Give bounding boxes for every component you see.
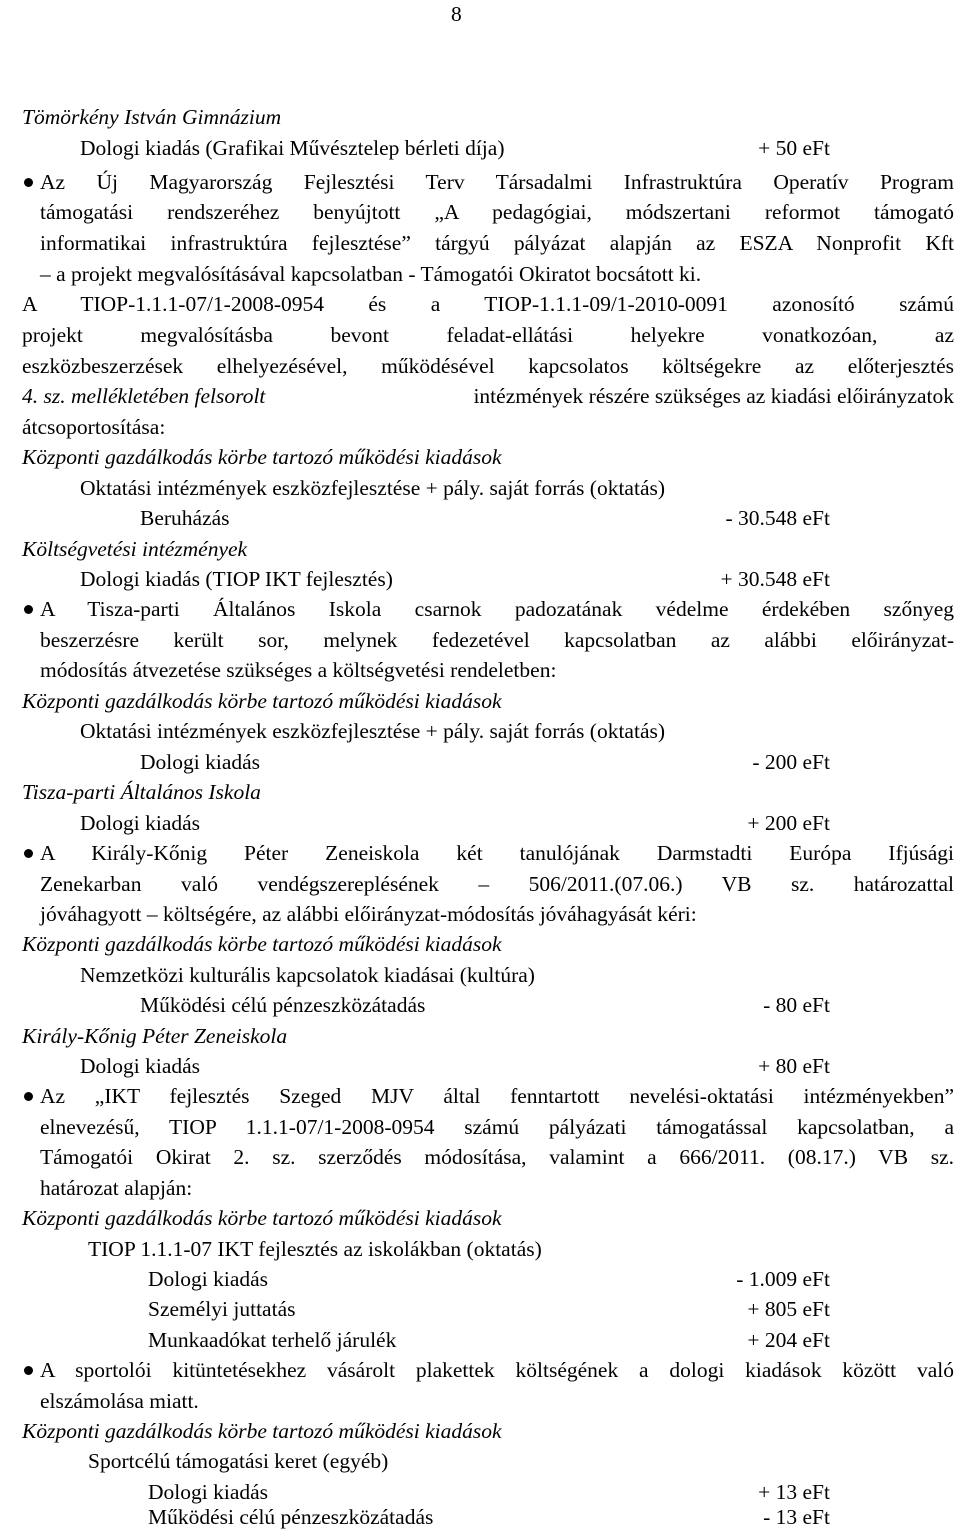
row-amount: - 80 eFt (763, 993, 830, 1017)
row-label: Munkaadókat terhelő járulék (148, 1328, 397, 1352)
institution-heading: Király-Kőnig Péter Zeneiskola (22, 1024, 288, 1048)
paragraph-line: A Király-Kőnig Péter Zeneiskola két tanulójának Darmstadti Európa Ifjúsági (40, 841, 954, 865)
row-amount: + 30.548 eFt (720, 567, 830, 591)
paragraph-line: informatikai infrastruktúra fejlesztése” tárgyú pályázat alapján az ESZA Nonprofit Kft (40, 231, 954, 255)
institution-heading: Tömörkény István Gimnázium (22, 105, 282, 129)
central-heading: Központi gazdálkodás körbe tartozó működési kiadások (22, 689, 502, 713)
paragraph-line: elnevezésű, TIOP 1.1.1-07/1-2008-0954 számú pályázati támogatással kapcsolatban, a (40, 1115, 954, 1139)
paragraph-line: Támogatói Okirat 2. sz. szerződés módosítása, valamint a 666/2011. (08.17.) VB sz. (40, 1145, 954, 1169)
item-label: Dologi kiadás (Grafikai Művésztelep bérleti díja) (80, 136, 505, 160)
appendix-reference: 4. sz. mellékletében felsorolt (22, 384, 266, 408)
paragraph-line: módosítás átvezetése szükséges a költségvetési rendeletben: (40, 658, 557, 682)
row-label: Dologi kiadás (148, 1480, 269, 1504)
institution-heading: Költségvetési intézmények (22, 537, 248, 561)
row-label: Beruházás (140, 506, 230, 530)
paragraph-line: elszámolása miatt. (40, 1389, 199, 1413)
paragraph-line: Az „IKT fejlesztés Szeged MJV által fenntartott nevelési-oktatási intézményekben” (40, 1084, 954, 1108)
paragraph-line: Zenekarban való vendégszereplésének – 506/2011.(07.06.) VB sz. határozattal (40, 872, 954, 896)
row-label: Működési célú pénzeszközátadás (148, 1505, 434, 1529)
paragraph-line-rest: intézmények részére szükséges az kiadási előirányzatok (473, 384, 954, 408)
row-label: Dologi kiadás (140, 750, 261, 774)
row-amount: - 200 eFt (752, 750, 830, 774)
paragraph-line: A sportolói kitüntetésekhez vásárolt plakettek költségének a dologi kiadások között való (40, 1358, 954, 1382)
page-number: 8 (451, 2, 462, 26)
paragraph-line: – a projekt megvalósításával kapcsolatban - Támogatói Okiratot bocsátott ki. (40, 262, 702, 286)
paragraph-line (22, 382, 954, 410)
row-amount: + 805 eFt (747, 1297, 830, 1321)
sub-heading: Oktatási intézmények eszközfejlesztése + pály. saját forrás (oktatás) (80, 476, 666, 500)
central-heading: Központi gazdálkodás körbe tartozó működési kiadások (22, 932, 502, 956)
sub-heading: Oktatási intézmények eszközfejlesztése + pály. saját forrás (oktatás) (80, 719, 666, 743)
central-heading: Központi gazdálkodás körbe tartozó működési kiadások (22, 1419, 502, 1443)
sub-heading: Sportcélú támogatási keret (egyéb) (88, 1449, 389, 1473)
paragraph-line: A Tisza-parti Általános Iskola csarnok padozatának védelme érdekében szőnyeg (40, 597, 954, 621)
row-label: Dologi kiadás (TIOP IKT fejlesztés) (80, 567, 393, 591)
paragraph-line: A TIOP-1.1.1-07/1-2008-0954 és a TIOP-1.1.1-09/1-2010-0091 azonosító számú (22, 292, 954, 316)
paragraph-line: támogatási rendszeréhez benyújtott „A pedagógiai, módszertani reformot támogató (40, 200, 954, 224)
row-label: Működési célú pénzeszközátadás (140, 993, 426, 1017)
paragraph-line: projekt megvalósításba bevont feladat-ellátási helyekre vonatkozóan, az (22, 323, 954, 347)
paragraph-line: beszerzésre került sor, melynek fedezetével kapcsolatban az alábbi előirányzat- (40, 628, 954, 652)
sub-heading: Nemzetközi kulturális kapcsolatok kiadásai (kultúra) (80, 963, 535, 987)
row-label: Dologi kiadás (148, 1267, 269, 1291)
row-label: Dologi kiadás (80, 1054, 201, 1078)
institution-heading: Tisza-parti Általános Iskola (22, 780, 261, 804)
paragraph-line: Az Új Magyarország Fejlesztési Terv Társadalmi Infrastruktúra Operatív Program (40, 170, 954, 194)
row-amount: + 13 eFt (758, 1480, 830, 1504)
bullet-icon (24, 849, 33, 858)
row-amount: - 13 eFt (763, 1505, 830, 1529)
bullet-icon (24, 178, 33, 187)
bullet-icon (24, 605, 33, 614)
paragraph-line: átcsoportosítása: (22, 415, 166, 439)
sub-heading: TIOP 1.1.1-07 IKT fejlesztés az iskolákban (oktatás) (88, 1237, 542, 1261)
row-amount: + 80 eFt (758, 1054, 830, 1078)
row-amount: + 204 eFt (747, 1328, 830, 1352)
paragraph-line: eszközbeszerzések elhelyezésével, működésével kapcsolatos költségekre az előterjesztés (22, 354, 954, 378)
paragraph-line: jóváhagyott – költségére, az alábbi előirányzat-módosítás jóváhagyását kéri: (40, 902, 697, 926)
central-heading: Központi gazdálkodás körbe tartozó működési kiadások (22, 445, 502, 469)
central-heading: Központi gazdálkodás körbe tartozó működési kiadások (22, 1206, 502, 1230)
bullet-icon (24, 1366, 33, 1375)
bullet-icon (24, 1092, 33, 1101)
paragraph-line: határozat alapján: (40, 1176, 193, 1200)
row-amount: - 30.548 eFt (725, 506, 830, 530)
row-label: Dologi kiadás (80, 811, 201, 835)
item-amount: + 50 eFt (758, 136, 830, 160)
row-amount: - 1.009 eFt (736, 1267, 830, 1291)
row-label: Személyi juttatás (148, 1297, 296, 1321)
row-amount: + 200 eFt (747, 811, 830, 835)
